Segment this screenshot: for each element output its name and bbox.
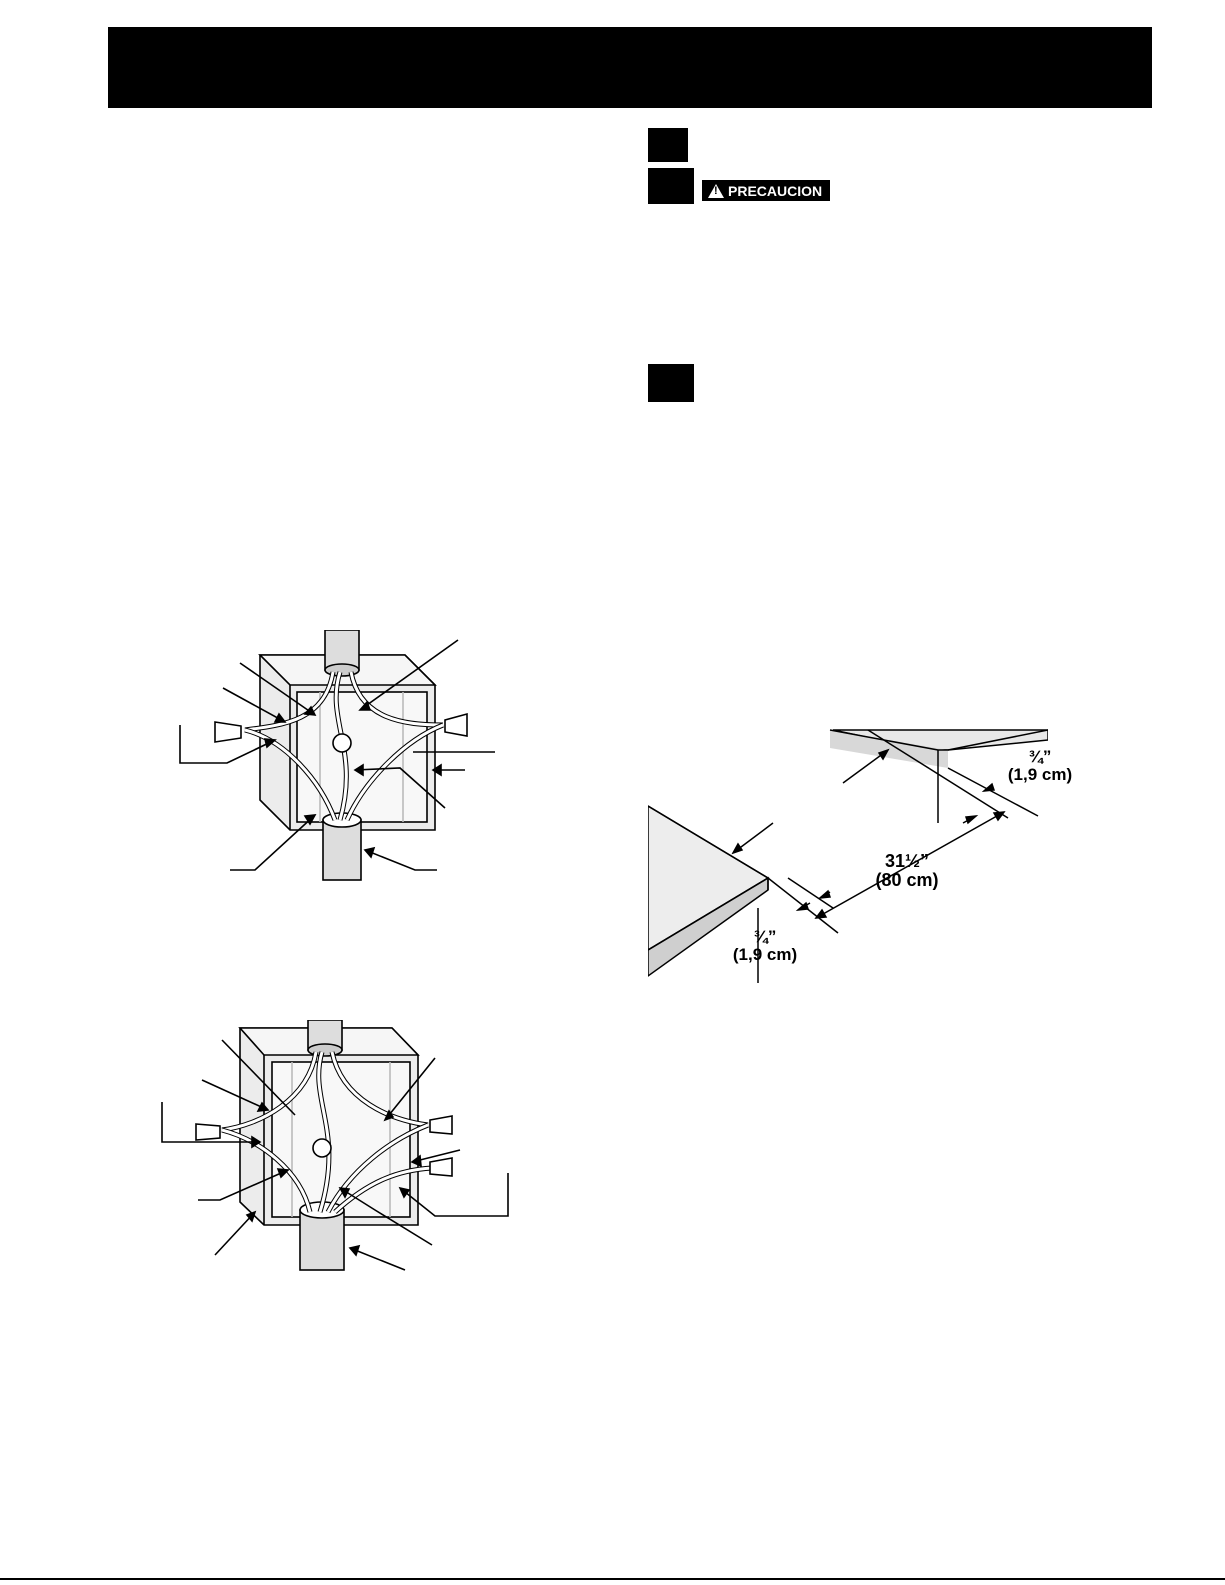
caution-badge <box>702 180 830 201</box>
step-marker-3 <box>648 364 694 402</box>
dim-middle-fraction: 31½” <box>884 851 930 871</box>
countertop-dimension-figure <box>648 728 1048 990</box>
step-marker-1 <box>648 128 688 162</box>
dim-top <box>1000 748 1080 784</box>
dim-top-metric: (1,9 cm) <box>1007 764 1073 784</box>
dim-middle <box>862 852 952 890</box>
dim-bottom-fraction: ¾” <box>753 927 777 946</box>
dim-top-fraction: ¾” <box>1028 747 1052 766</box>
step-marker-2 <box>648 168 694 204</box>
warning-icon <box>708 184 724 198</box>
page-header-bar <box>108 27 1152 108</box>
junction-box-figure-2 <box>160 1020 520 1275</box>
dim-bottom-metric: (1,9 cm) <box>732 944 798 964</box>
dim-bottom <box>722 928 808 964</box>
caution-label: PRECAUCION <box>728 182 823 199</box>
junction-box-figure-1 <box>175 630 495 890</box>
page-bottom-rule <box>0 1578 1225 1580</box>
dim-middle-metric: (80 cm) <box>875 869 939 890</box>
